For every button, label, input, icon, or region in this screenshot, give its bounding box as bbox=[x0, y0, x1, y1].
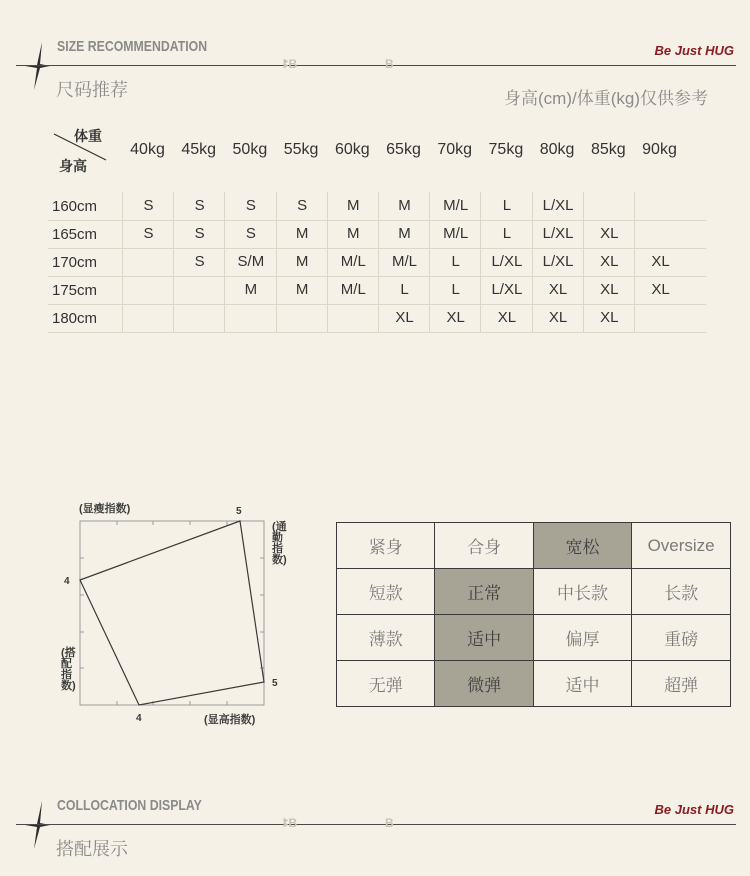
size-cell: XL bbox=[532, 304, 584, 332]
size-cell: XL bbox=[378, 304, 430, 332]
weight-header: 45kg bbox=[181, 141, 217, 158]
weight-header: 75kg bbox=[488, 141, 524, 158]
watermark-icon: ꔪB bbox=[283, 816, 298, 830]
corner-height-label: 身高 bbox=[59, 158, 87, 174]
size-cell: M bbox=[327, 192, 379, 220]
size-cell: XL bbox=[583, 304, 635, 332]
size-cell: S bbox=[122, 192, 174, 220]
weight-header: 90kg bbox=[642, 141, 677, 158]
radar-label-bottom: (显高指数) bbox=[204, 714, 256, 726]
weight-header: 85kg bbox=[590, 141, 626, 158]
radar-label-right: (通勤指数) bbox=[272, 521, 287, 566]
radar-value-left: 4 bbox=[64, 576, 70, 587]
weight-header: 60kg bbox=[334, 141, 370, 158]
size-cell: XL bbox=[429, 304, 481, 332]
size-cell: M bbox=[276, 276, 328, 304]
size-cell: L/XL bbox=[532, 248, 584, 276]
size-cell bbox=[634, 192, 686, 220]
table-row bbox=[48, 248, 706, 277]
weight-header: 40kg bbox=[130, 141, 165, 158]
size-cell: L bbox=[429, 248, 481, 276]
size-cell bbox=[327, 304, 379, 332]
weight-header: 80kg bbox=[539, 141, 575, 158]
fit-attribute-grid bbox=[336, 522, 731, 707]
size-cell: XL bbox=[583, 276, 635, 304]
table-row bbox=[48, 192, 706, 221]
size-cell: L/XL bbox=[480, 248, 532, 276]
sparkle-icon bbox=[22, 40, 52, 92]
section-title-cn: 搭配展示 bbox=[56, 839, 128, 859]
table-corner bbox=[52, 124, 110, 178]
size-cell: XL bbox=[480, 304, 532, 332]
brand-logo: Be Just HUG bbox=[654, 802, 734, 817]
weight-header: 55kg bbox=[283, 141, 319, 158]
brand-logo: Be Just HUG bbox=[654, 43, 734, 58]
attribute-option-selected: 微弹 bbox=[435, 661, 533, 707]
size-cell: L/XL bbox=[532, 192, 584, 220]
size-cell: XL bbox=[532, 276, 584, 304]
size-cell bbox=[583, 192, 635, 220]
size-cell: XL bbox=[634, 248, 686, 276]
size-cell bbox=[173, 276, 225, 304]
size-cell: M/L bbox=[327, 248, 379, 276]
size-cell: S bbox=[276, 192, 328, 220]
attribute-option: 无弹 bbox=[337, 661, 435, 707]
size-cell bbox=[122, 276, 174, 304]
size-cell: M bbox=[378, 192, 430, 220]
size-cell: M bbox=[378, 220, 430, 248]
section-title-en: COLLOCATION DISPLAY bbox=[57, 797, 202, 814]
size-cell: S bbox=[224, 220, 276, 248]
watermark-icon: B bbox=[385, 57, 394, 71]
attribute-option: 中长款 bbox=[533, 569, 631, 615]
size-cell: M bbox=[327, 220, 379, 248]
attribute-option: Oversize bbox=[632, 523, 731, 569]
section-title-cn: 尺码推荐 bbox=[56, 80, 128, 100]
weight-header: 70kg bbox=[437, 141, 473, 158]
weight-header: 65kg bbox=[386, 141, 421, 158]
attribute-option: 超弹 bbox=[632, 661, 731, 707]
size-cell: M bbox=[276, 220, 328, 248]
size-cell bbox=[122, 248, 174, 276]
size-cell bbox=[122, 304, 174, 332]
radar-value-right: 5 bbox=[272, 678, 278, 689]
attribute-option-selected: 正常 bbox=[435, 569, 533, 615]
attribute-row bbox=[337, 661, 731, 707]
header-divider bbox=[16, 65, 736, 66]
sparkle-icon bbox=[22, 799, 52, 851]
size-cell: S bbox=[173, 192, 225, 220]
size-cell: S bbox=[173, 220, 225, 248]
height-label: 170cm bbox=[52, 254, 98, 271]
size-cell: M/L bbox=[327, 276, 379, 304]
size-cell: L/XL bbox=[532, 220, 584, 248]
radar-ticks bbox=[80, 521, 264, 705]
unit-note: 身高(cm)/体重(kg)仅供参考 bbox=[504, 89, 708, 108]
attribute-option: 重磅 bbox=[632, 615, 731, 661]
attribute-option: 紧身 bbox=[337, 523, 435, 569]
height-label: 165cm bbox=[52, 226, 98, 243]
table-row bbox=[48, 220, 706, 249]
attribute-option: 偏厚 bbox=[533, 615, 631, 661]
radar-label-left: (搭配指数) bbox=[61, 647, 76, 692]
size-cell: S bbox=[122, 220, 174, 248]
size-cell: L bbox=[480, 192, 532, 220]
radar-label-top: (显瘦指数) bbox=[79, 503, 131, 515]
size-cell: L bbox=[378, 276, 430, 304]
height-label: 160cm bbox=[52, 198, 98, 215]
attribute-option: 合身 bbox=[435, 523, 533, 569]
size-cell: XL bbox=[634, 276, 686, 304]
table-row bbox=[48, 276, 706, 305]
radar-value-bottom: 4 bbox=[136, 713, 142, 724]
size-cell: L/XL bbox=[480, 276, 532, 304]
attribute-row bbox=[337, 523, 731, 569]
radar-polygon bbox=[80, 521, 264, 705]
size-cell: L bbox=[429, 276, 481, 304]
attribute-option: 短款 bbox=[337, 569, 435, 615]
attribute-option-selected: 宽松 bbox=[533, 523, 631, 569]
height-label: 180cm bbox=[52, 310, 98, 327]
header-divider bbox=[16, 824, 736, 825]
size-cell: XL bbox=[583, 248, 635, 276]
corner-weight-label: 体重 bbox=[74, 128, 102, 144]
watermark-icon: B bbox=[385, 816, 394, 830]
attribute-option: 长款 bbox=[632, 569, 731, 615]
size-cell: S bbox=[173, 248, 225, 276]
radar-frame bbox=[80, 521, 264, 705]
size-cell: M/L bbox=[429, 192, 481, 220]
size-cell: S bbox=[224, 192, 276, 220]
attribute-row bbox=[337, 615, 731, 661]
size-cell: M/L bbox=[429, 220, 481, 248]
collocation-section-header bbox=[0, 789, 750, 859]
watermark-icon: ꔪB bbox=[283, 57, 298, 71]
fit-index-radar-chart bbox=[52, 498, 292, 730]
size-cell: M bbox=[224, 276, 276, 304]
size-cell bbox=[173, 304, 225, 332]
size-cell: M bbox=[276, 248, 328, 276]
size-cell bbox=[276, 304, 328, 332]
radar-value-top: 5 bbox=[236, 506, 242, 517]
section-title-en: SIZE RECOMMENDATION bbox=[57, 38, 208, 55]
attribute-option-selected: 适中 bbox=[435, 615, 533, 661]
size-cell: S/M bbox=[224, 248, 276, 276]
size-cell: XL bbox=[583, 220, 635, 248]
size-cell: L bbox=[480, 220, 532, 248]
weight-header: 50kg bbox=[232, 141, 268, 158]
size-cell: M/L bbox=[378, 248, 430, 276]
attribute-option: 适中 bbox=[533, 661, 631, 707]
height-label: 175cm bbox=[52, 282, 98, 299]
size-cell bbox=[634, 304, 686, 332]
attribute-option: 薄款 bbox=[337, 615, 435, 661]
table-row bbox=[48, 304, 706, 333]
size-cell bbox=[634, 220, 686, 248]
size-cell bbox=[224, 304, 276, 332]
attribute-row bbox=[337, 569, 731, 615]
